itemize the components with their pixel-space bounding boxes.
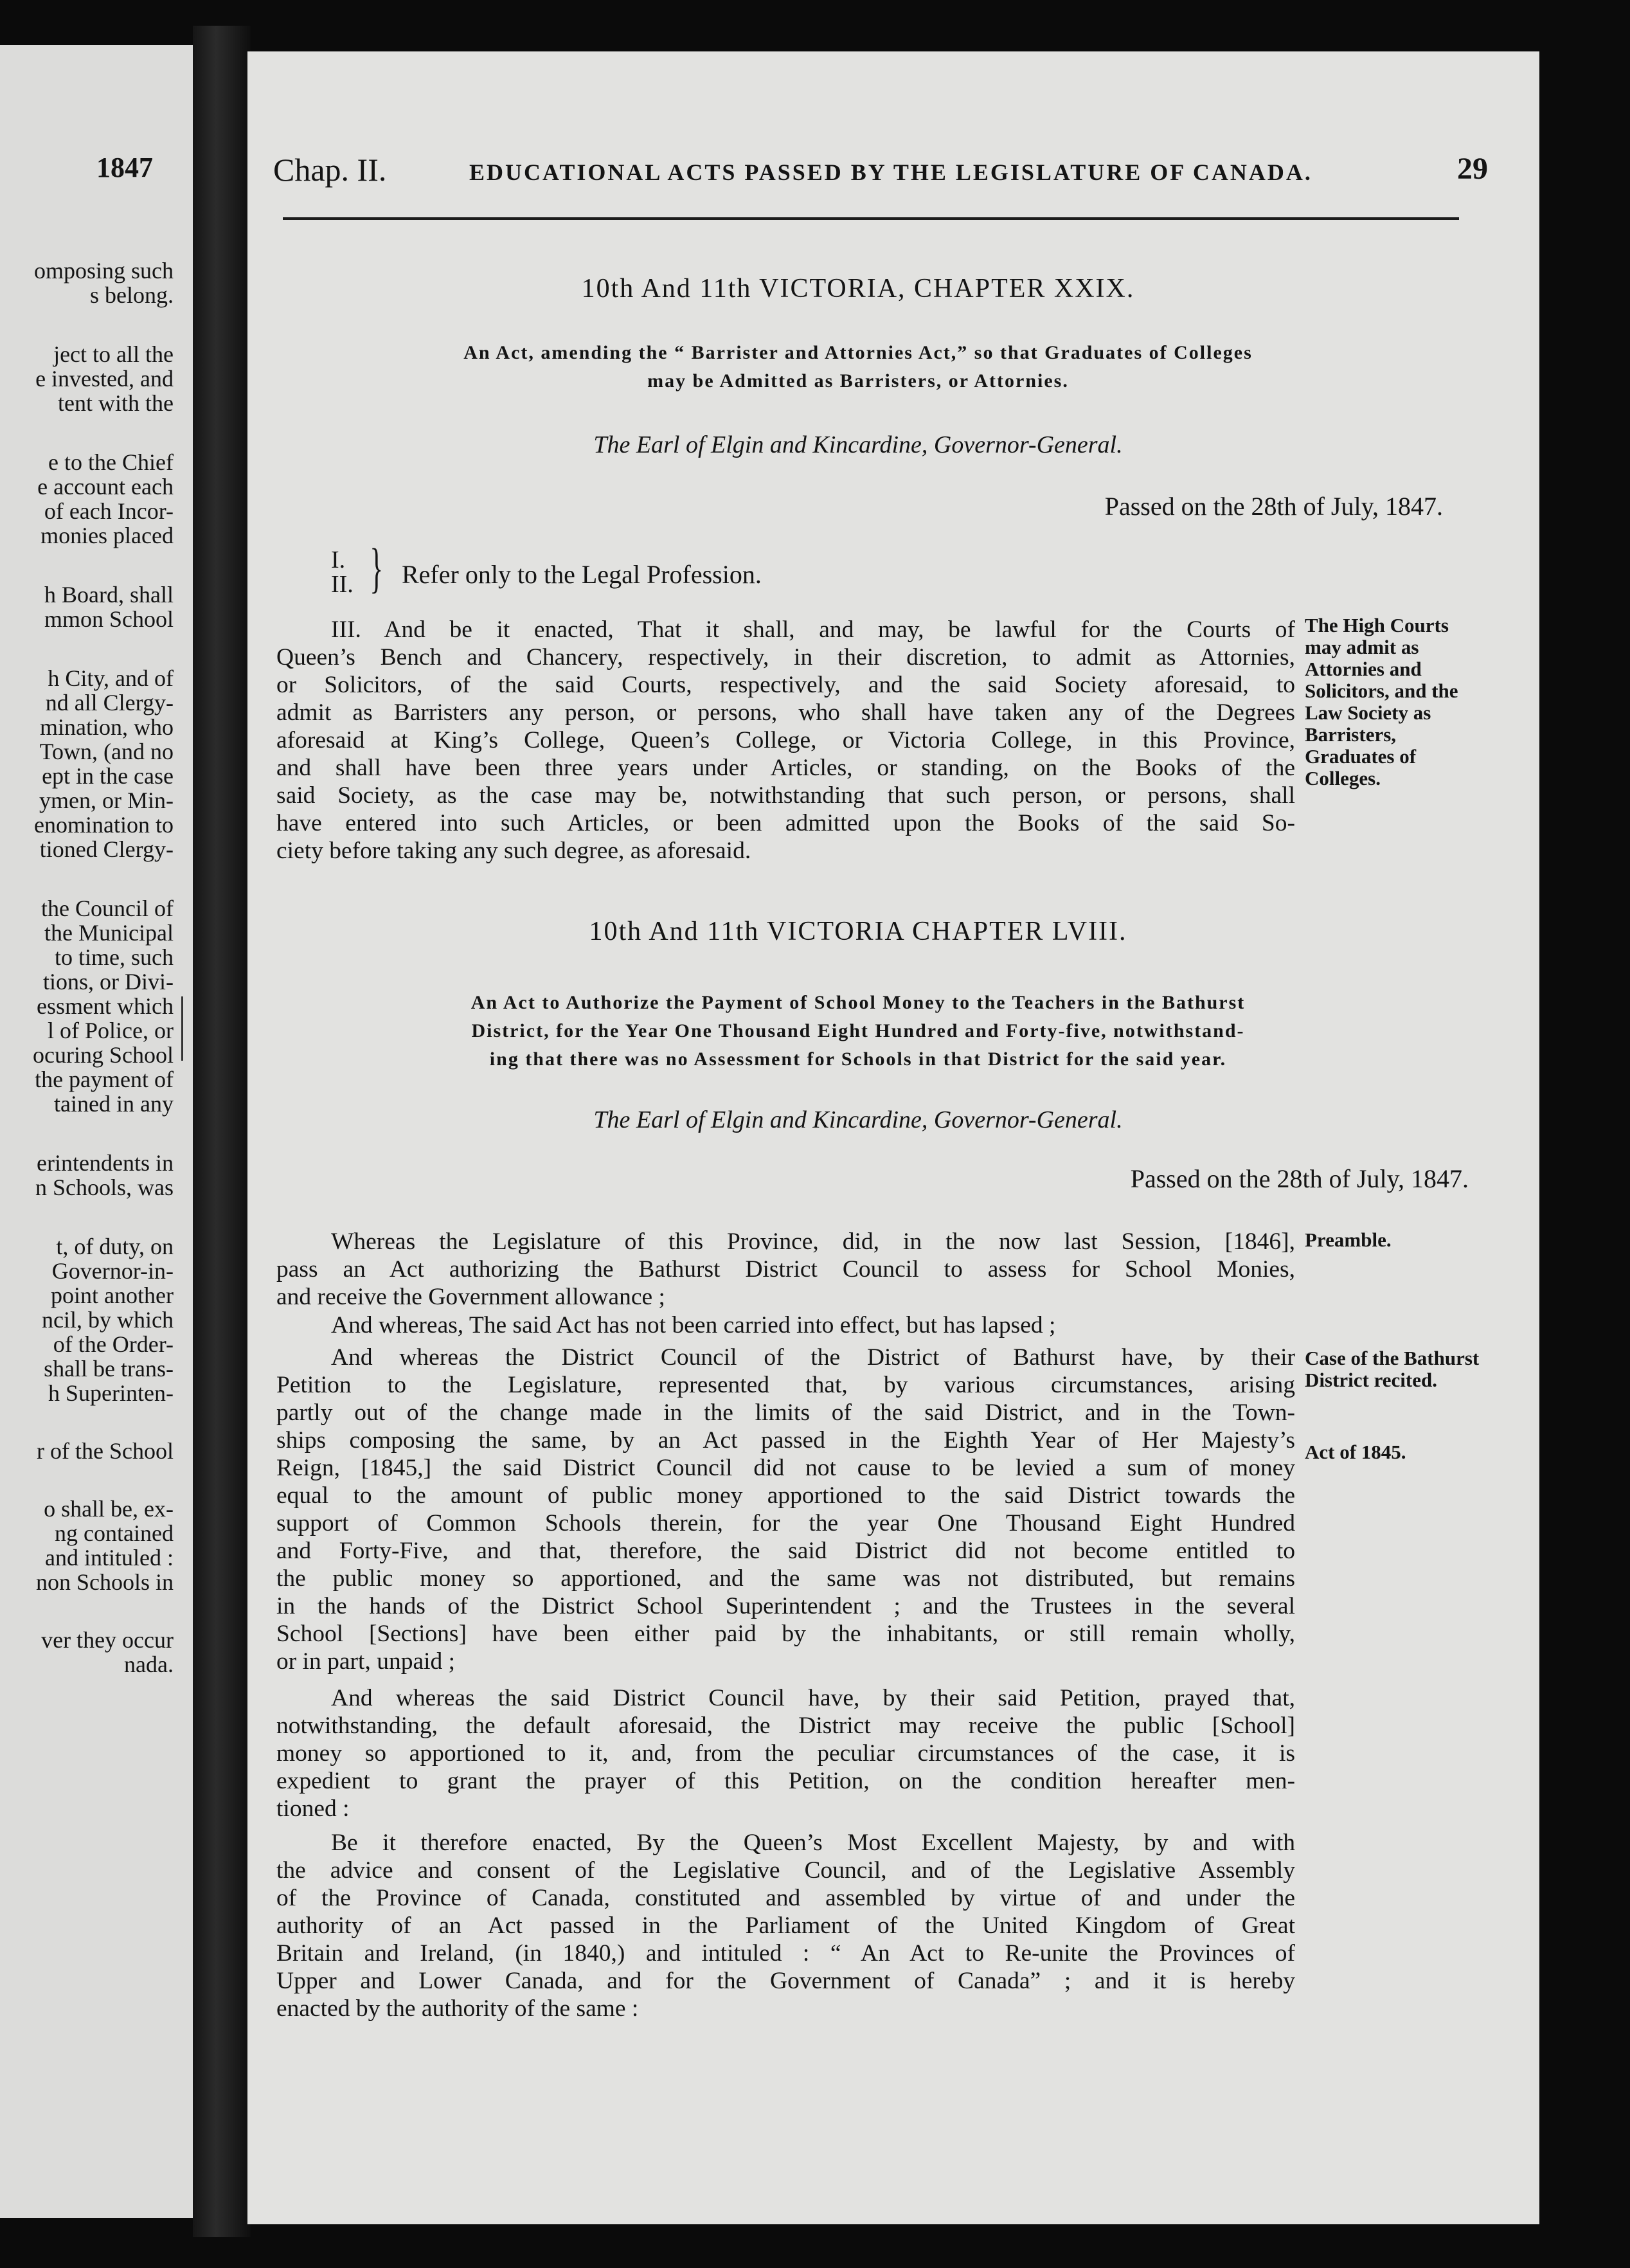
- left-page-fragment: point another: [51, 1282, 174, 1308]
- text-line: or Solicitors, of the said Courts, respectively, and the said Society aforesaid, to: [276, 672, 1295, 698]
- left-page-fragment: tions, or Divi-: [43, 969, 174, 995]
- left-page-fragment: e invested, and: [35, 366, 174, 392]
- enacting-paragraph: [276, 1829, 1295, 2022]
- whereas-paragraph-3: [276, 1684, 1295, 1823]
- text-line: in the hands of the District School Superintendent ; and the Trustees in the several: [276, 1593, 1295, 1619]
- left-page-fragment: tained in any: [54, 1091, 174, 1117]
- act1-margin-note: The High Courts may admit as Attornies and Solicitors, and the Law Society as Barristers, Graduates of Colleges.: [1305, 614, 1458, 789]
- text-line: and shall have been three years under Articles, or standing, on the Books of the: [276, 755, 1295, 781]
- left-page-fragment: mmon School: [44, 606, 174, 632]
- text-line: partly out of the change made in the limits of the said District, and in the Town-: [276, 1400, 1295, 1426]
- text-line: authority of an Act passed in the Parliament of the United Kingdom of Great: [276, 1913, 1295, 1939]
- left-page-fragment: ocuring School: [33, 1042, 174, 1068]
- text-line: aforesaid at King’s College, Queen’s College, or Victoria College, in this Province,: [276, 727, 1295, 753]
- text-line: III. And be it enacted, That it shall, and may, be lawful for the Courts of: [331, 616, 1295, 643]
- left-page-fragment: ver they occur: [41, 1627, 174, 1653]
- text-line: or in part, unpaid ;: [276, 1648, 456, 1675]
- text-line: enacted by the authority of the same :: [276, 1995, 639, 2022]
- left-page-fragment: Governor-in-: [51, 1258, 174, 1284]
- left-page-fragment: monies placed: [40, 523, 174, 548]
- roman-2: II.: [331, 571, 354, 598]
- act1-heading: 10th And 11th VICTORIA, CHAPTER XXIX.: [581, 274, 1135, 303]
- running-title: EDUCATIONAL ACTS PASSED BY THE LEGISLATURE OF CANADA.: [469, 159, 1312, 185]
- left-page-fragment: Town, (and no: [39, 739, 174, 764]
- left-page-fragment: ncil, by which: [42, 1307, 174, 1333]
- text-line: have entered into such Articles, or been admitted upon the Books of the said So-: [276, 810, 1295, 836]
- left-page-fragment: t, of duty, on: [56, 1234, 174, 1259]
- left-page-fragment: ng contained: [55, 1520, 174, 1546]
- text-line: notwithstanding, the default aforesaid, the District may receive the public [School]: [276, 1713, 1295, 1739]
- left-page-fragment: omposing such: [33, 258, 174, 284]
- text-line: Queen’s Bench and Chancery, respectively, in their discretion, to admit as Attornies,: [276, 644, 1295, 670]
- left-page-fragment: essment which: [37, 993, 174, 1019]
- margin-bar: [181, 996, 183, 1061]
- text-line: Petition to the Legislature, represented that, by various circumstances, arising: [276, 1372, 1295, 1398]
- act1-passed: Passed on the 28th of July, 1847.: [1104, 492, 1443, 521]
- left-page: [0, 45, 203, 2218]
- left-page-fragment: tent with the: [58, 390, 174, 416]
- left-page-number: 1847: [96, 152, 153, 183]
- refer-note: Refer only to the Legal Profession.: [402, 560, 762, 589]
- left-page-fragment: ept in the case: [42, 763, 174, 789]
- running-head: [273, 151, 1494, 196]
- margin-case-recited: Case of the Bathurst District recited.: [1305, 1347, 1480, 1391]
- header-rule: [283, 217, 1459, 220]
- left-page-fragment: non Schools in: [35, 1569, 174, 1595]
- brace: }: [370, 537, 383, 598]
- act2-passed: Passed on the 28th of July, 1847.: [1130, 1164, 1469, 1193]
- left-page-fragment: the Municipal: [44, 920, 174, 946]
- chapter-label: Chap. II.: [273, 152, 387, 188]
- text-line: and receive the Government allowance ;: [276, 1284, 665, 1310]
- text-line: ships composing the same, by an Act passed in the Eighth Year of Her Majesty’s: [276, 1427, 1295, 1454]
- text-line: And whereas the District Council of the District of Bathurst have, by their: [331, 1344, 1295, 1371]
- left-page-fragment: h Board, shall: [44, 582, 174, 608]
- left-page-fragment: tioned Clergy-: [39, 836, 174, 862]
- text-line: the public money so apportioned, and the same was not distributed, but remains: [276, 1565, 1295, 1592]
- act1-title-line2: may be Admitted as Barristers, or Attornies.: [647, 370, 1069, 392]
- text-line: School [Sections] have been either paid by the inhabitants, or still remain wholly,: [276, 1621, 1295, 1647]
- text-line: Upper and Lower Canada, and for the Government of Canada” ; and it is hereby: [276, 1968, 1295, 1994]
- text-line: And whereas the said District Council have, by their said Petition, prayed that,: [331, 1685, 1295, 1711]
- text-line: Britain and Ireland, (in 1840,) and intituled : “ An Act to Re-unite the Provinces of: [276, 1940, 1295, 1967]
- left-page-fragment: enomination to: [34, 812, 174, 838]
- text-line: support of Common Schools therein, for the year One Thousand Eight Hundred: [276, 1510, 1295, 1536]
- left-page-fragment: and intituled :: [45, 1545, 174, 1571]
- text-line: expedient to grant the prayer of this Petition, on the condition hereafter men-: [276, 1768, 1295, 1794]
- left-page-fragment: mination, who: [40, 714, 174, 740]
- left-page-fragment: ymen, or Min-: [39, 788, 174, 813]
- left-page-fragment: of each Incor-: [44, 498, 174, 524]
- left-page-fragment: ject to all the: [53, 341, 174, 367]
- text-line: admit as Barristers any person, or persons, who shall have taken any of the Degrees: [276, 699, 1295, 726]
- act1-governor: The Earl of Elgin and Kincardine, Governor-General.: [593, 431, 1123, 458]
- left-page-fragment: s belong.: [90, 282, 174, 308]
- text-line: said Society, as the case may be, notwithstanding that such person, or persons, shall: [276, 782, 1295, 809]
- left-page-fragment: nada.: [124, 1652, 174, 1677]
- text-line: and Forty-Five, and that, therefore, the said District did not become entitled to: [276, 1538, 1295, 1564]
- act2-governor: The Earl of Elgin and Kincardine, Governor-General.: [593, 1106, 1123, 1133]
- left-page-fragment: to time, such: [55, 944, 174, 970]
- text-line: Be it therefore enacted, By the Queen’s Most Excellent Majesty, by and with: [331, 1830, 1295, 1856]
- act1-section-3: [276, 616, 1295, 865]
- margin-act-1845: Act of 1845.: [1305, 1441, 1406, 1463]
- left-page-fragment: of the Order-: [53, 1331, 174, 1357]
- text-line: the advice and consent of the Legislative Council, and of the Legislative Assembly: [276, 1857, 1295, 1884]
- left-page-fragment: the payment of: [35, 1066, 174, 1092]
- left-page-fragment: nd all Clergy-: [45, 690, 174, 716]
- act2-title-line3: ing that there was no Assessment for Schools in that District for the said year.: [489, 1048, 1227, 1070]
- text-line: And whereas, The said Act has not been carried into effect, but has lapsed ;: [331, 1312, 1056, 1338]
- left-page-fragment: e account each: [37, 474, 174, 500]
- text-line: Whereas the Legislature of this Province, did, in the now last Session, [1846],: [331, 1228, 1295, 1255]
- left-page-fragment: erintendents in: [37, 1150, 174, 1176]
- left-page-fragment: o shall be, ex-: [44, 1496, 174, 1522]
- main-page: [247, 51, 1539, 2224]
- text-line: ciety before taking any such degree, as aforesaid.: [276, 838, 751, 864]
- preamble-paragraph: [276, 1228, 1295, 1311]
- left-page-fragment: h City, and of: [48, 665, 174, 691]
- left-page-fragment: e to the Chief: [48, 449, 174, 475]
- act2-title-line1: An Act to Authorize the Payment of School Money to the Teachers in the Bathurst: [470, 992, 1246, 1013]
- roman-1: I.: [331, 546, 346, 573]
- left-page-fragment: the Council of: [41, 896, 174, 921]
- act2-title-line2: District, for the Year One Thousand Eight Hundred and Forty-five, notwithstand-: [471, 1020, 1245, 1041]
- left-page-fragment: n Schools, was: [35, 1174, 174, 1200]
- margin-preamble: Preamble.: [1305, 1228, 1392, 1251]
- whereas-paragraph-1: [276, 1311, 1295, 1339]
- left-page-fragment: l of Police, or: [48, 1018, 174, 1043]
- book-gutter: [193, 26, 251, 2237]
- act1-title-line1: An Act, amending the “ Barrister and Attornies Act,” so that Graduates of Colleges: [463, 342, 1253, 363]
- text-line: equal to the amount of public money apportioned to the said District towards the: [276, 1482, 1295, 1509]
- left-page-fragment: h Superinten-: [48, 1380, 174, 1406]
- text-line: Reign, [1845,] the said District Council did not cause to be levied a sum of money: [276, 1455, 1295, 1481]
- left-page-fragment: shall be trans-: [44, 1356, 174, 1382]
- whereas-paragraph-2: [276, 1344, 1295, 1675]
- page-number: 29: [1457, 152, 1488, 186]
- text-line: tioned :: [276, 1796, 350, 1822]
- text-line: pass an Act authorizing the Bathurst District Council to assess for School Monies,: [276, 1256, 1295, 1282]
- left-page-fragment: r of the School: [37, 1438, 174, 1464]
- act2-heading: 10th And 11th VICTORIA CHAPTER LVIII.: [589, 917, 1127, 946]
- text-line: of the Province of Canada, constituted and assembled by virtue of and under the: [276, 1885, 1295, 1911]
- text-line: money so apportioned to it, and, from the peculiar circumstances of the case, it is: [276, 1740, 1295, 1767]
